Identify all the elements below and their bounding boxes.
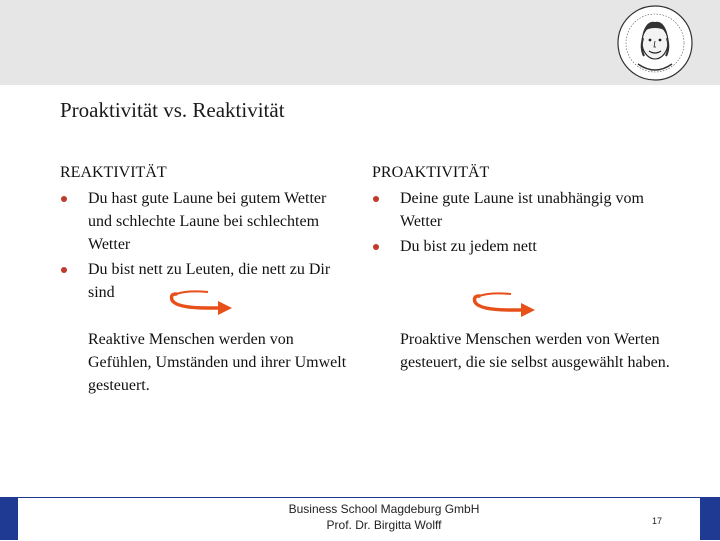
slide-title: Proaktivität vs. Reaktivität xyxy=(60,98,285,122)
bullet-item xyxy=(372,187,672,233)
footer-organization: Business School Magdeburg GmbH xyxy=(288,502,480,516)
reaktivitaet-column xyxy=(60,161,350,306)
proaktivitaet-bullet-list xyxy=(372,187,672,258)
bullet-dot-icon xyxy=(61,196,67,202)
bullet-text: Du bist zu jedem nett xyxy=(400,238,537,255)
curved-arrow-icon xyxy=(471,290,537,318)
reaktivitaet-summary: Reaktive Menschen werden von Gefühlen, Umständen und ihrer Umwelt gesteuert. xyxy=(88,331,347,394)
reaktivitaet-heading: REAKTIVITÄT xyxy=(60,164,167,181)
bullet-dot-icon xyxy=(373,196,379,202)
bullet-item xyxy=(372,235,672,258)
bullet-dot-icon xyxy=(61,267,67,273)
header-band xyxy=(0,0,720,85)
footer-author: Prof. Dr. Birgitta Wolff xyxy=(326,518,442,532)
proaktivitaet-heading: PROAKTIVITÄT xyxy=(372,164,490,181)
bullet-text: Du bist nett zu Leuten, die nett zu Dir sind xyxy=(88,261,331,301)
portrait-seal-logo xyxy=(616,4,694,82)
proaktivitaet-column xyxy=(372,161,672,260)
footer-accent-right xyxy=(700,497,720,540)
bullet-text: Deine gute Laune ist unabhängig vom Wetter xyxy=(400,190,644,230)
reaktivitaet-bullet-list xyxy=(60,187,350,304)
page-number: 17 xyxy=(652,516,663,526)
bullet-item xyxy=(60,187,350,256)
curved-arrow-icon xyxy=(168,288,234,316)
footer-credit xyxy=(250,501,518,533)
footer-accent-left xyxy=(0,497,18,540)
proaktivitaet-summary: Proaktive Menschen werden von Werten gesteuert, die sie selbst ausgewählt haben. xyxy=(400,331,670,371)
bullet-text: Du hast gute Laune bei gutem Wetter und schlechte Laune bei schlechtem Wetter xyxy=(88,190,327,253)
bullet-dot-icon xyxy=(373,244,379,250)
